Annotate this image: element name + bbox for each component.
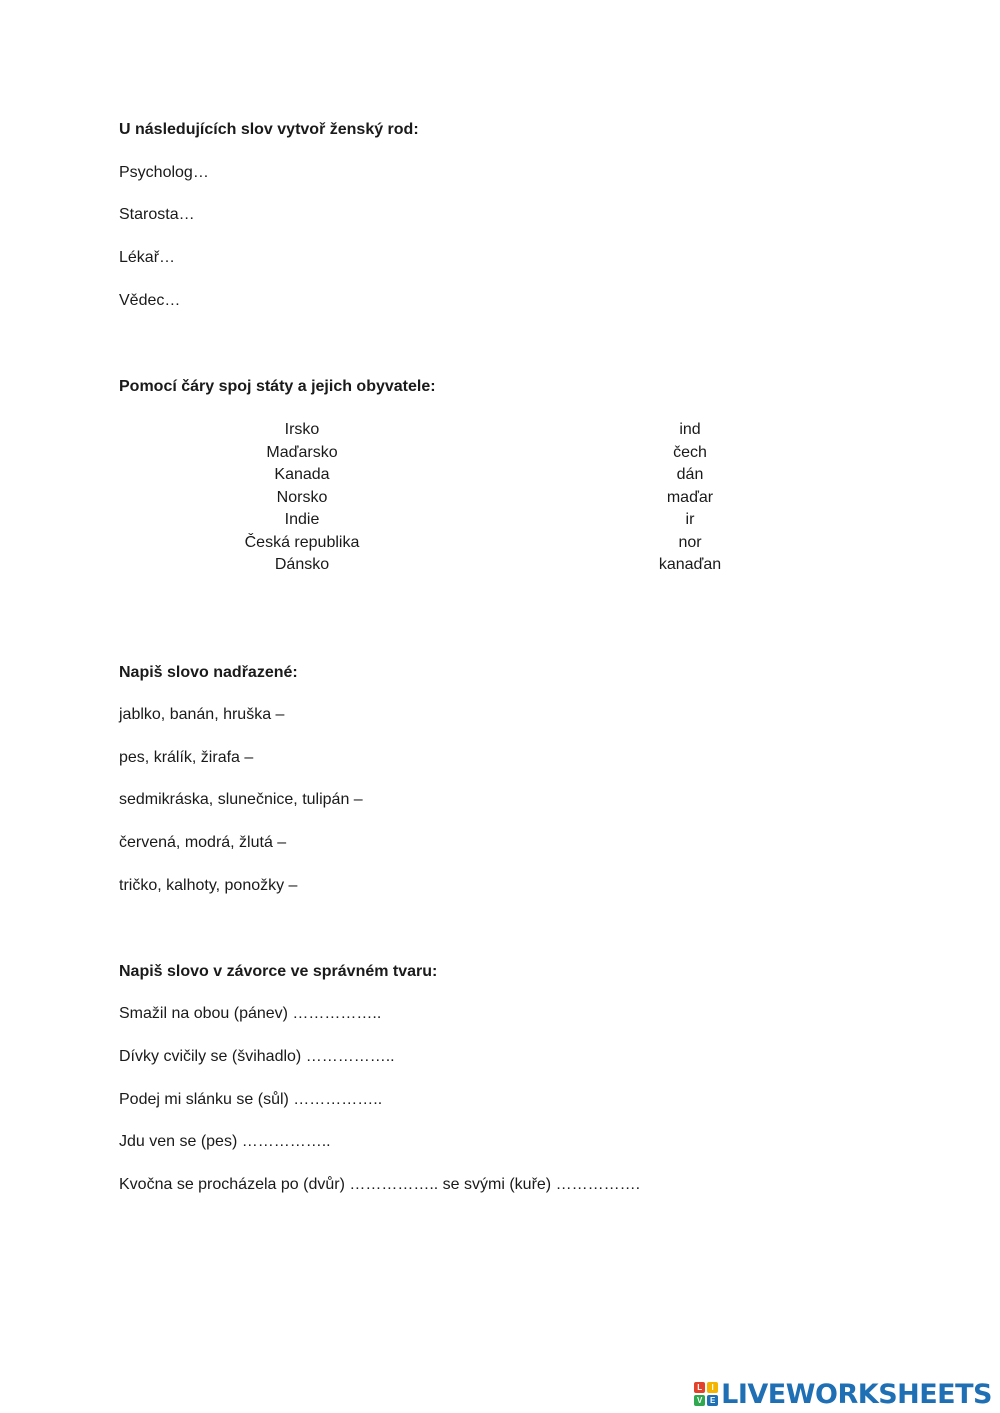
section3-heading: Napiš slovo nadřazené: xyxy=(119,664,298,681)
hypernym-item: jablko, banán, hruška – xyxy=(119,706,285,723)
feminine-item-psycholog: Psycholog… xyxy=(119,164,209,181)
section4-heading: Napiš slovo v závorce ve správném tvaru: xyxy=(119,963,438,980)
country-item[interactable]: Dánsko xyxy=(274,556,330,573)
inhabitant-item[interactable]: kanaďan xyxy=(658,556,722,573)
inhabitant-item[interactable]: maďar xyxy=(666,488,714,506)
hypernym-item: tričko, kalhoty, ponožky – xyxy=(119,877,298,894)
inhabitants-column xyxy=(590,419,790,577)
inhabitant-item[interactable]: ir xyxy=(685,511,695,528)
countries-column xyxy=(202,419,402,577)
logo-letter-v: V xyxy=(694,1395,705,1406)
feminine-item-lekar: Lékař… xyxy=(119,249,176,266)
correct-form-item: Podej mi slánku se (sůl) …………….. xyxy=(119,1091,383,1108)
hypernym-item: červená, modrá, žlutá – xyxy=(119,834,287,851)
logo-letter-e: E xyxy=(707,1395,718,1406)
logo-letter-l: L xyxy=(694,1382,705,1393)
correct-form-item: Smažil na obou (pánev) …………….. xyxy=(119,1005,382,1022)
inhabitant-item[interactable]: čech xyxy=(673,443,707,461)
country-item[interactable]: Kanada xyxy=(274,466,330,483)
correct-form-item: Jdu ven se (pes) …………….. xyxy=(119,1133,331,1150)
feminine-item-starosta: Starosta… xyxy=(119,206,195,223)
hypernym-item: sedmikráska, slunečnice, tulipán – xyxy=(119,791,363,808)
liveworksheets-logo-icon xyxy=(694,1382,718,1406)
hypernym-item: pes, králík, žirafa – xyxy=(119,749,254,766)
correct-form-item: Kvočna se procházela po (dvůr) …………….. se svými (kuře) ……………. xyxy=(119,1176,641,1193)
logo-letter-i: I xyxy=(707,1382,718,1393)
correct-form-item: Dívky cvičily se (švihadlo) …………….. xyxy=(119,1048,395,1065)
inhabitant-item[interactable]: nor xyxy=(678,533,702,551)
feminine-item-vedec: Vědec… xyxy=(119,292,181,309)
country-item[interactable]: Maďarsko xyxy=(266,443,338,461)
country-item[interactable]: Česká republika xyxy=(244,533,360,551)
inhabitant-item[interactable]: ind xyxy=(679,421,701,438)
liveworksheets-logo xyxy=(694,1379,992,1409)
section2-heading: Pomocí čáry spoj státy a jejich obyvatele: xyxy=(119,378,436,395)
inhabitant-item[interactable]: dán xyxy=(676,466,704,483)
country-item[interactable]: Indie xyxy=(284,511,320,528)
logo-text: LIVEWORKSHEETS xyxy=(721,1378,992,1410)
section1-heading: U následujících slov vytvoř ženský rod: xyxy=(119,121,419,138)
country-item[interactable]: Norsko xyxy=(276,488,328,506)
country-item[interactable]: Irsko xyxy=(284,421,320,438)
